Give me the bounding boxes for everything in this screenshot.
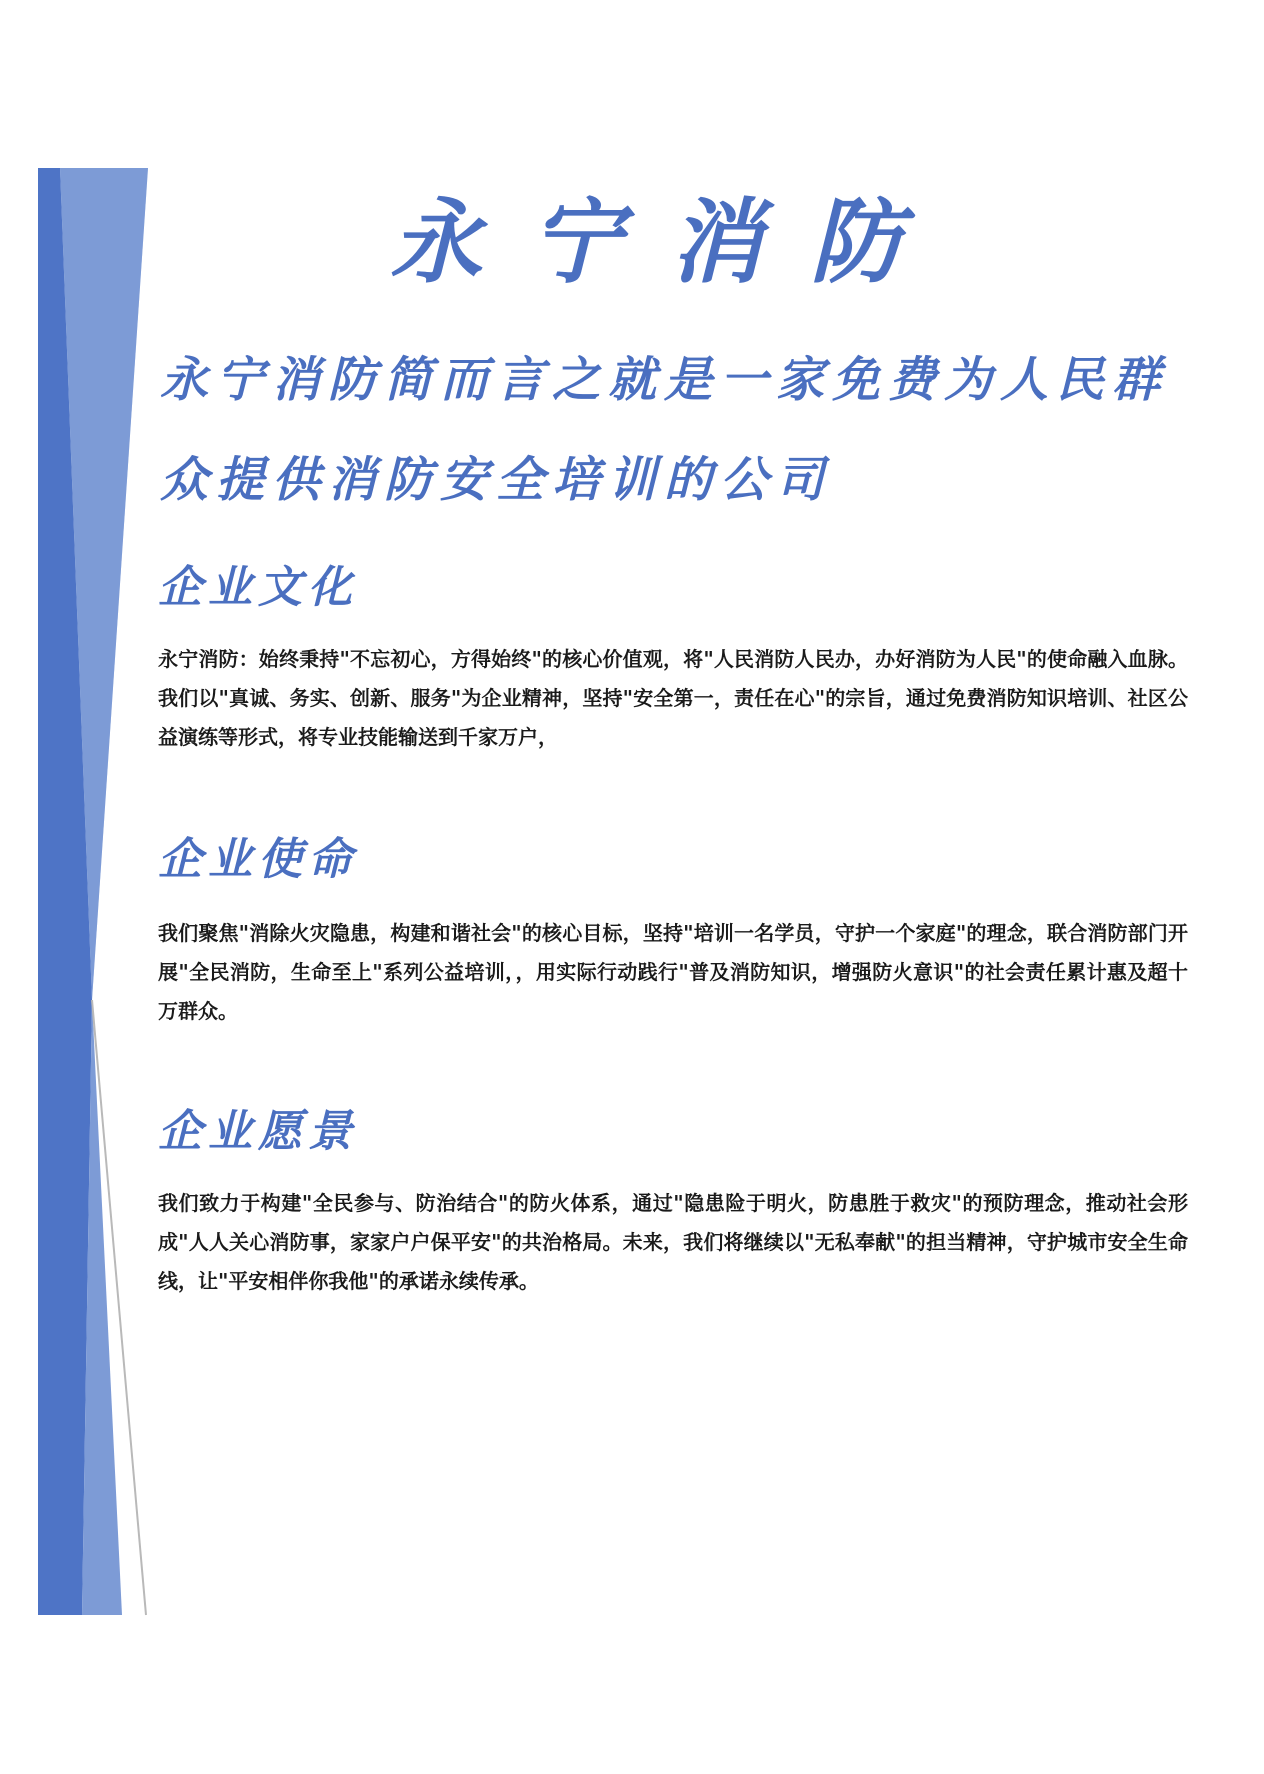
culture-heading: 企业文化 <box>158 562 358 613</box>
culture-body: 永宁消防：始终秉持"不忘初心，方得始终"的核心价值观，将"人民消防人民办，办好消防为人民"的使命融入血脉。我们以"真诚、务实、创新、服务"为企业精神，坚持"安全第一，责任在心"的宗旨，通过免费消防知识培训、社区公益演练等形式，将专业技能输送到千家万户， <box>158 647 1188 749</box>
vision-heading: 企业愿景 <box>158 1106 358 1157</box>
vision-body: 我们致力于构建"全民参与、防治结合"的防火体系，通过"隐患险于明火，防患胜于救灾"的预防理念，推动社会形成"人人关心消防事，家家户户保平安"的共治格局。未来，我们将继续以"无私奉献"的担当精神，守护城市安全生命线，让"平安相伴你我他"的承诺永续传承。 <box>158 1191 1188 1293</box>
mission-body: 我们聚焦"消除火灾隐患，构建和谐社会"的核心目标，坚持"培训一名学员，守护一个家庭"的理念，联合消防部门开展"全民消防，生命至上"系列公益培训，，用实际行动践行"普及消防知识，增强防火意识"的社会责任累计惠及超十万群众。 <box>158 921 1188 1023</box>
company-tagline: 永宁消防简而言之就是一家免费为人民群众提供消防安全培训的公司 <box>160 352 1169 508</box>
page-title: 永宁消防 <box>390 188 951 296</box>
mission-heading: 企业使命 <box>158 834 358 885</box>
left-decorative-stripes <box>0 0 160 1774</box>
